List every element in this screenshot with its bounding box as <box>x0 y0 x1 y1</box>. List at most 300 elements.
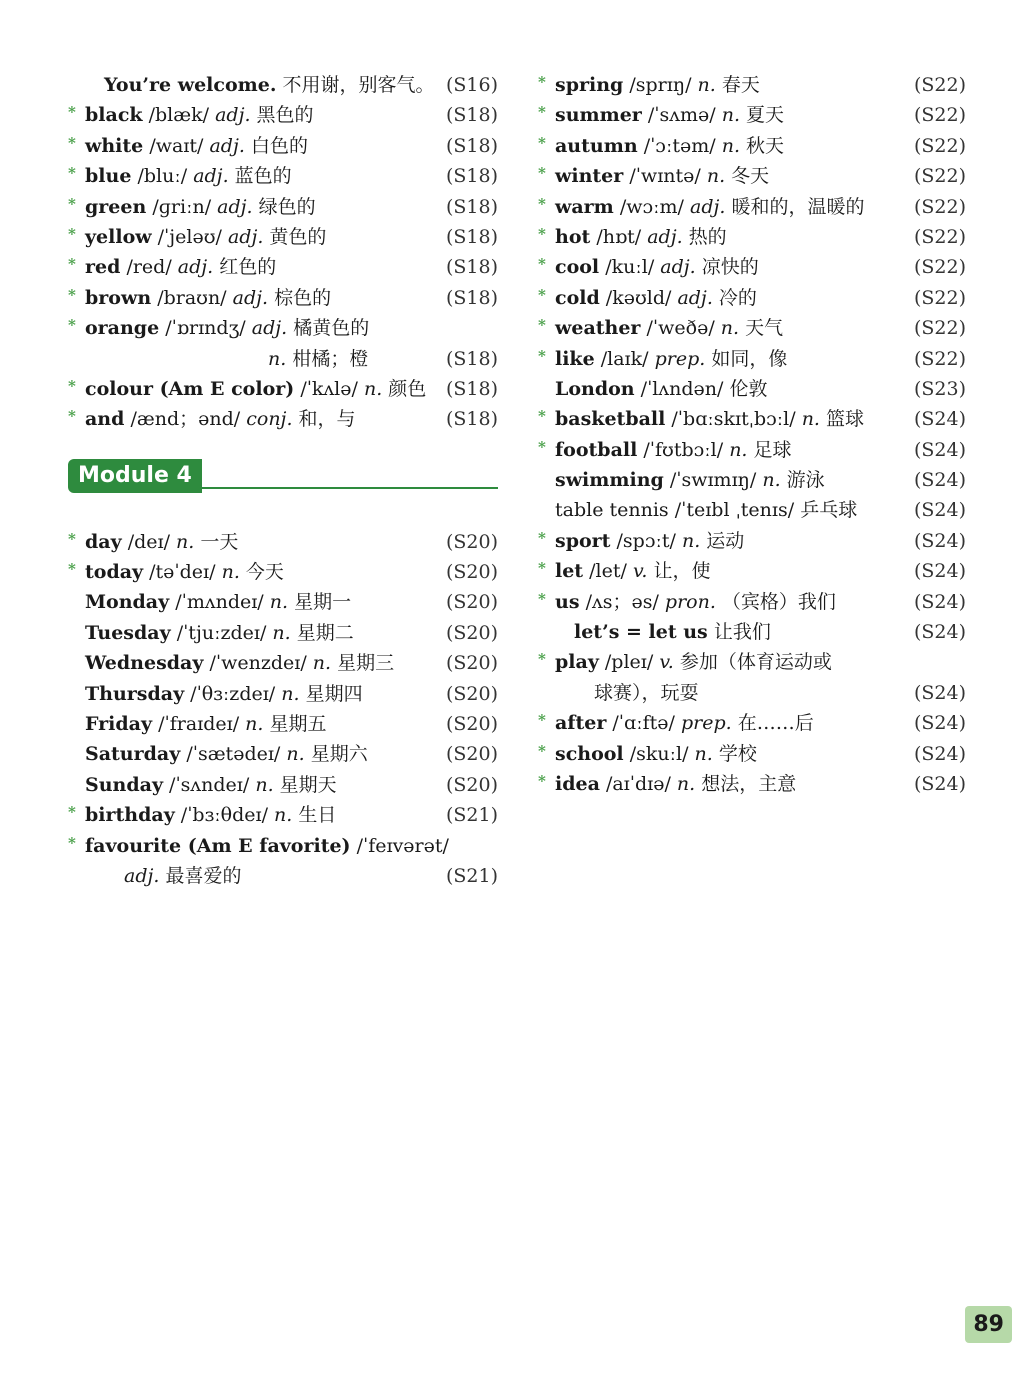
entry-text <box>555 70 760 100</box>
word: London <box>555 377 635 400</box>
page-ref: (S18) <box>445 347 498 370</box>
meaning: 想法，主意 <box>701 772 797 795</box>
star-icon: * <box>538 224 546 243</box>
vocab-entry <box>68 557 498 587</box>
page-ref: (S20) <box>445 773 498 796</box>
vocab-entry <box>68 770 498 800</box>
part-of-speech: prep. <box>680 712 732 735</box>
entry-text <box>85 161 292 191</box>
star-icon: * <box>538 316 546 335</box>
meaning: 颜色 <box>388 377 427 400</box>
word: after <box>555 712 607 735</box>
meaning: 如同，像 <box>711 347 788 370</box>
star-icon: * <box>538 711 546 730</box>
vocab-entry <box>68 861 498 891</box>
entry-text <box>594 678 699 708</box>
meaning: 橘黄色的 <box>293 317 370 340</box>
page-ref: (S24) <box>913 742 966 765</box>
phonetic: /ˈθɜːzdeɪ/ <box>190 682 276 705</box>
entry-text <box>555 526 744 556</box>
word: colour (Am E color) <box>85 377 295 400</box>
phonetic: /kəʊld/ <box>605 286 672 309</box>
entry-text <box>555 556 711 586</box>
phonetic: /ˈbɜːθdeɪ/ <box>180 804 268 827</box>
meaning: 星期天 <box>279 773 337 796</box>
star-icon: * <box>68 560 76 579</box>
word: basketball <box>555 408 666 431</box>
part-of-speech: n. <box>363 377 383 400</box>
page-ref: (S24) <box>913 772 966 795</box>
entry-text <box>555 404 864 434</box>
meaning: 让，使 <box>653 560 711 583</box>
entry-text <box>85 192 316 222</box>
part-of-speech: adj. <box>177 256 214 279</box>
page-ref: (S24) <box>913 469 966 492</box>
meaning: 生日 <box>298 804 337 827</box>
star-icon: * <box>68 224 76 243</box>
meaning: 让我们 <box>713 621 771 644</box>
entry-text <box>555 283 757 313</box>
page-ref: (S18) <box>445 225 498 248</box>
meaning: 柑橘；橙 <box>292 347 369 370</box>
meaning: 黄色的 <box>269 225 327 248</box>
entry-text <box>85 131 308 161</box>
word: table tennis <box>555 499 669 522</box>
page-ref: (S24) <box>913 621 966 644</box>
meaning: 冬天 <box>731 165 770 188</box>
entry-text <box>555 344 787 374</box>
phonetic: /ˈjeləʊ/ <box>157 225 222 248</box>
phonetic: /ˈfʊtbɔːl/ <box>643 438 724 461</box>
word: You’re welcome. <box>104 74 277 96</box>
word: summer <box>555 104 642 127</box>
entry-text <box>85 527 238 557</box>
word: orange <box>85 317 160 340</box>
meaning: 秋天 <box>746 134 785 157</box>
vocab-entry <box>538 769 966 799</box>
star-icon: * <box>68 803 76 822</box>
star-icon: * <box>68 376 76 395</box>
meaning: 暖和的，温暖的 <box>731 195 865 218</box>
meaning: 足球 <box>753 438 792 461</box>
part-of-speech: n. <box>721 134 740 157</box>
meaning: 球赛），玩耍 <box>594 681 699 704</box>
part-of-speech: n. <box>176 530 195 553</box>
entry-text <box>85 374 426 404</box>
word: red <box>85 256 121 279</box>
word: swimming <box>555 469 664 492</box>
vocab-entry <box>68 131 498 161</box>
page-ref: (S20) <box>445 743 498 766</box>
part-of-speech: n. <box>272 621 291 644</box>
entry-text <box>555 587 836 617</box>
phonetic: /aɪˈdɪə/ <box>605 772 671 795</box>
phonetic: /ˈɒrɪndʒ/ <box>165 317 246 340</box>
vocab-entry <box>68 100 498 130</box>
meaning: 红色的 <box>219 256 277 279</box>
word: cool <box>555 256 600 279</box>
part-of-speech: adj. <box>217 195 253 218</box>
vocab-entry <box>68 800 498 830</box>
vocab-entry <box>538 435 966 465</box>
meaning: 星期五 <box>269 713 327 736</box>
word: black <box>85 104 143 127</box>
entry-text <box>85 800 336 830</box>
entry-text <box>268 344 368 374</box>
meaning: 运动 <box>706 529 745 552</box>
entry-text <box>555 252 759 282</box>
entry-text <box>555 495 857 525</box>
page-ref: (S24) <box>913 712 966 735</box>
meaning: 热的 <box>688 225 727 248</box>
page-ref: (S21) <box>445 804 498 827</box>
vocab-entry <box>538 556 966 586</box>
meaning: 星期三 <box>337 652 395 675</box>
word: Tuesday <box>85 621 171 644</box>
phonetic: /red/ <box>126 256 172 279</box>
star-icon: * <box>68 194 76 213</box>
part-of-speech: v. <box>659 651 674 674</box>
vocab-entry <box>538 617 966 647</box>
page-ref: (S21) <box>445 864 498 887</box>
part-of-speech: n. <box>681 529 701 552</box>
vocab-list-top <box>68 70 498 435</box>
star-icon: * <box>538 194 546 213</box>
vocab-entry <box>68 679 498 709</box>
page-ref: (S24) <box>913 438 966 461</box>
vocab-entry <box>68 222 498 252</box>
phonetic: /ˈteɪbl ˌtenɪs/ <box>674 499 795 522</box>
part-of-speech: adj. <box>215 104 251 127</box>
phonetic: /təˈdeɪ/ <box>149 561 216 584</box>
meaning: 星期六 <box>310 743 368 766</box>
star-icon: * <box>538 407 546 426</box>
meaning: 春天 <box>721 74 760 96</box>
phonetic: /ˈtjuːzdeɪ/ <box>176 621 267 644</box>
vocab-entry <box>538 404 966 434</box>
phonetic: /kuːl/ <box>605 256 655 279</box>
part-of-speech: pron. <box>664 590 716 613</box>
vocab-entry <box>538 678 966 708</box>
entry-text <box>85 831 449 861</box>
part-of-speech: n. <box>694 742 713 765</box>
vocab-entry <box>538 100 966 130</box>
entry-text <box>574 617 771 647</box>
entry-text <box>104 70 435 100</box>
phonetic: /spɔːt/ <box>616 529 676 552</box>
part-of-speech: n. <box>245 713 264 736</box>
star-icon: * <box>538 528 546 547</box>
page-ref: (S20) <box>445 621 498 644</box>
star-icon: * <box>68 103 76 122</box>
entry-text <box>85 618 354 648</box>
meaning: 篮球 <box>826 408 865 431</box>
star-icon: * <box>538 346 546 365</box>
star-icon: * <box>68 164 76 183</box>
part-of-speech: adj. <box>232 286 269 309</box>
phonetic: /ænd；ənd/ <box>130 408 241 431</box>
phonetic: /ˈfraɪdeɪ/ <box>158 713 240 736</box>
word: like <box>555 347 595 370</box>
star-icon: * <box>538 741 546 760</box>
meaning: 黑色的 <box>256 104 314 127</box>
page-ref: (S20) <box>445 682 498 705</box>
vocab-entry <box>68 527 498 557</box>
phonetic: /ˈsʌmə/ <box>647 104 716 127</box>
vocab-entry <box>68 344 498 374</box>
meaning: 和，与 <box>298 408 356 431</box>
meaning: 蓝色的 <box>234 165 292 188</box>
page-ref: (S22) <box>913 134 966 157</box>
star-icon: * <box>538 437 546 456</box>
word: let <box>555 560 584 583</box>
meaning: 伦敦 <box>729 377 768 400</box>
word: Thursday <box>85 682 185 705</box>
meaning: 参加（体育运动或 <box>679 651 832 674</box>
vocab-entry <box>538 192 966 222</box>
entry-text <box>85 770 337 800</box>
vocab-entry <box>68 648 498 678</box>
vocab-entry <box>68 618 498 648</box>
word: cold <box>555 286 600 309</box>
meaning: 一天 <box>200 530 239 553</box>
page-ref: (S20) <box>445 530 498 553</box>
word: day <box>85 530 122 553</box>
page-ref: (S20) <box>445 652 498 675</box>
entry-text <box>555 739 757 769</box>
part-of-speech: n. <box>221 561 240 584</box>
meaning: 不用谢，别客气。 <box>282 74 435 96</box>
word: blue <box>85 165 132 188</box>
entry-text <box>85 252 276 282</box>
part-of-speech: adj. <box>251 317 288 340</box>
vocab-entry <box>538 708 966 738</box>
page-ref: (S22) <box>913 256 966 279</box>
module-divider <box>178 487 498 489</box>
star-icon: * <box>538 164 546 183</box>
meaning: 今天 <box>245 561 284 584</box>
page-ref: (S22) <box>913 74 966 96</box>
phonetic: /deɪ/ <box>127 530 170 553</box>
vocab-entry <box>538 526 966 556</box>
part-of-speech: v. <box>632 560 648 583</box>
word: yellow <box>85 225 152 248</box>
star-icon: * <box>538 559 546 578</box>
page-ref: (S18) <box>445 408 498 431</box>
vocab-entry <box>68 739 498 769</box>
word: hot <box>555 225 591 248</box>
part-of-speech: conj. <box>246 408 293 431</box>
phonetic: /laɪk/ <box>600 347 649 370</box>
vocab-entry <box>68 831 498 861</box>
phonetic: /ˈwenzdeɪ/ <box>209 652 307 675</box>
page-ref: (S18) <box>445 134 498 157</box>
word: Sunday <box>85 773 163 796</box>
phonetic: /ˈmʌndeɪ/ <box>175 591 264 614</box>
star-icon: * <box>68 133 76 152</box>
entry-text <box>555 192 864 222</box>
page-ref: (S18) <box>445 104 498 127</box>
meaning: 星期一 <box>294 591 352 614</box>
page-ref: (S22) <box>913 165 966 188</box>
vocab-entry <box>538 70 966 100</box>
phonetic: /pleɪ/ <box>604 651 654 674</box>
entry-text <box>555 131 784 161</box>
vocab-entry <box>538 647 966 677</box>
word: winter <box>555 165 624 188</box>
meaning: 棕色的 <box>274 286 332 309</box>
star-icon: * <box>538 650 546 669</box>
phonetic: /blæk/ <box>148 104 210 127</box>
part-of-speech: adj. <box>647 225 683 248</box>
star-icon: * <box>538 133 546 152</box>
phonetic: /ˈkʌlə/ <box>300 377 358 400</box>
word: play <box>555 651 599 674</box>
word: autumn <box>555 134 638 157</box>
part-of-speech: prep. <box>654 347 706 370</box>
vocab-entry <box>68 192 498 222</box>
page-ref: (S20) <box>445 561 498 584</box>
page-ref: (S18) <box>445 377 498 400</box>
star-icon: * <box>68 316 76 335</box>
vocab-entry <box>538 465 966 495</box>
star-icon: * <box>68 833 76 852</box>
word: let’s = let us <box>574 621 708 644</box>
page-ref: (S24) <box>913 590 966 613</box>
phonetic: /ɡriːn/ <box>152 195 212 218</box>
vocab-entry <box>538 495 966 525</box>
word: brown <box>85 286 152 309</box>
vocab-entry <box>68 374 498 404</box>
word: school <box>555 742 624 765</box>
vocab-entry <box>538 252 966 282</box>
meaning: 凉快的 <box>701 256 759 279</box>
part-of-speech: n. <box>762 469 781 492</box>
star-icon: * <box>68 285 76 304</box>
entry-text <box>85 557 284 587</box>
part-of-speech: n. <box>721 104 740 127</box>
part-of-speech: n. <box>676 772 696 795</box>
page-ref: (S24) <box>913 560 966 583</box>
vocab-entry <box>68 161 498 191</box>
word: Monday <box>85 591 170 614</box>
vocab-entry <box>68 404 498 434</box>
right-column <box>538 70 966 799</box>
part-of-speech: adj. <box>690 195 726 218</box>
part-of-speech: n. <box>697 74 716 96</box>
entry-text <box>555 435 792 465</box>
entry-text <box>555 769 796 799</box>
word: and <box>85 408 125 431</box>
word: green <box>85 195 147 218</box>
phonetic: /bluː/ <box>137 165 188 188</box>
entry-text <box>85 739 368 769</box>
meaning: 游泳 <box>786 469 825 492</box>
star-icon: * <box>538 589 546 608</box>
vocab-entry <box>538 283 966 313</box>
phonetic: /ˈswɪmɪŋ/ <box>669 469 757 492</box>
meaning: 最喜爱的 <box>165 864 242 887</box>
vocab-entry <box>538 587 966 617</box>
part-of-speech: n. <box>281 682 300 705</box>
page-number: 89 <box>965 1306 1012 1343</box>
page-ref: (S18) <box>445 286 498 309</box>
word: us <box>555 590 580 613</box>
phonetic: /ˈsætədeɪ/ <box>186 743 281 766</box>
entry-text <box>85 648 394 678</box>
part-of-speech: n. <box>801 408 820 431</box>
page-ref: (S18) <box>445 195 498 218</box>
word: weather <box>555 317 641 340</box>
part-of-speech: n. <box>706 165 726 188</box>
left-column <box>68 70 498 891</box>
page-ref: (S22) <box>913 195 966 218</box>
page-ref: (S23) <box>913 377 966 400</box>
page-ref: (S16) <box>445 74 498 96</box>
vocab-entry <box>538 131 966 161</box>
vocab-entry <box>68 283 498 313</box>
vocab-entry <box>538 344 966 374</box>
page-ref: (S18) <box>445 165 498 188</box>
meaning: 天气 <box>745 317 784 340</box>
entry-text <box>85 100 314 130</box>
meaning: 夏天 <box>746 104 785 127</box>
vocab-entry <box>538 222 966 252</box>
page-ref: (S22) <box>913 317 966 340</box>
entry-text <box>555 708 814 738</box>
part-of-speech: n. <box>274 804 293 827</box>
entry-text <box>555 647 832 677</box>
entry-text <box>85 283 331 313</box>
page-ref: (S22) <box>913 104 966 127</box>
page-ref: (S20) <box>445 591 498 614</box>
star-icon: * <box>538 255 546 274</box>
page-ref: (S20) <box>445 713 498 736</box>
vocab-entry <box>68 313 498 343</box>
phonetic: /ˈwɪntə/ <box>629 165 701 188</box>
part-of-speech: n. <box>286 743 305 766</box>
star-icon: * <box>68 407 76 426</box>
meaning: 乒乓球 <box>800 499 858 522</box>
part-of-speech: adj. <box>227 225 264 248</box>
part-of-speech: n. <box>720 317 740 340</box>
page-ref: (S24) <box>913 499 966 522</box>
word: sport <box>555 529 611 552</box>
page-ref: (S22) <box>913 347 966 370</box>
module-header <box>68 435 498 527</box>
page-ref: (S22) <box>913 225 966 248</box>
word: today <box>85 561 144 584</box>
part-of-speech: n. <box>729 438 748 461</box>
phonetic: /skuːl/ <box>629 742 689 765</box>
word: warm <box>555 195 614 218</box>
page-ref: (S24) <box>913 529 966 552</box>
entry-text <box>555 222 727 252</box>
phonetic: /ˈweðə/ <box>646 317 715 340</box>
word: Friday <box>85 713 153 736</box>
meaning: 星期四 <box>305 682 363 705</box>
entry-text <box>85 709 327 739</box>
part-of-speech: adj. <box>677 286 713 309</box>
phonetic: /ˈfeɪvərət/ <box>356 834 449 857</box>
part-of-speech: adj. <box>209 134 245 157</box>
entry-text <box>85 587 351 617</box>
phonetic: /ʌs；əs/ <box>585 590 659 613</box>
phonetic: /waɪt/ <box>149 134 204 157</box>
page-ref: (S24) <box>913 681 966 704</box>
vocab-list-bottom <box>68 527 498 892</box>
vocab-entry <box>538 161 966 191</box>
